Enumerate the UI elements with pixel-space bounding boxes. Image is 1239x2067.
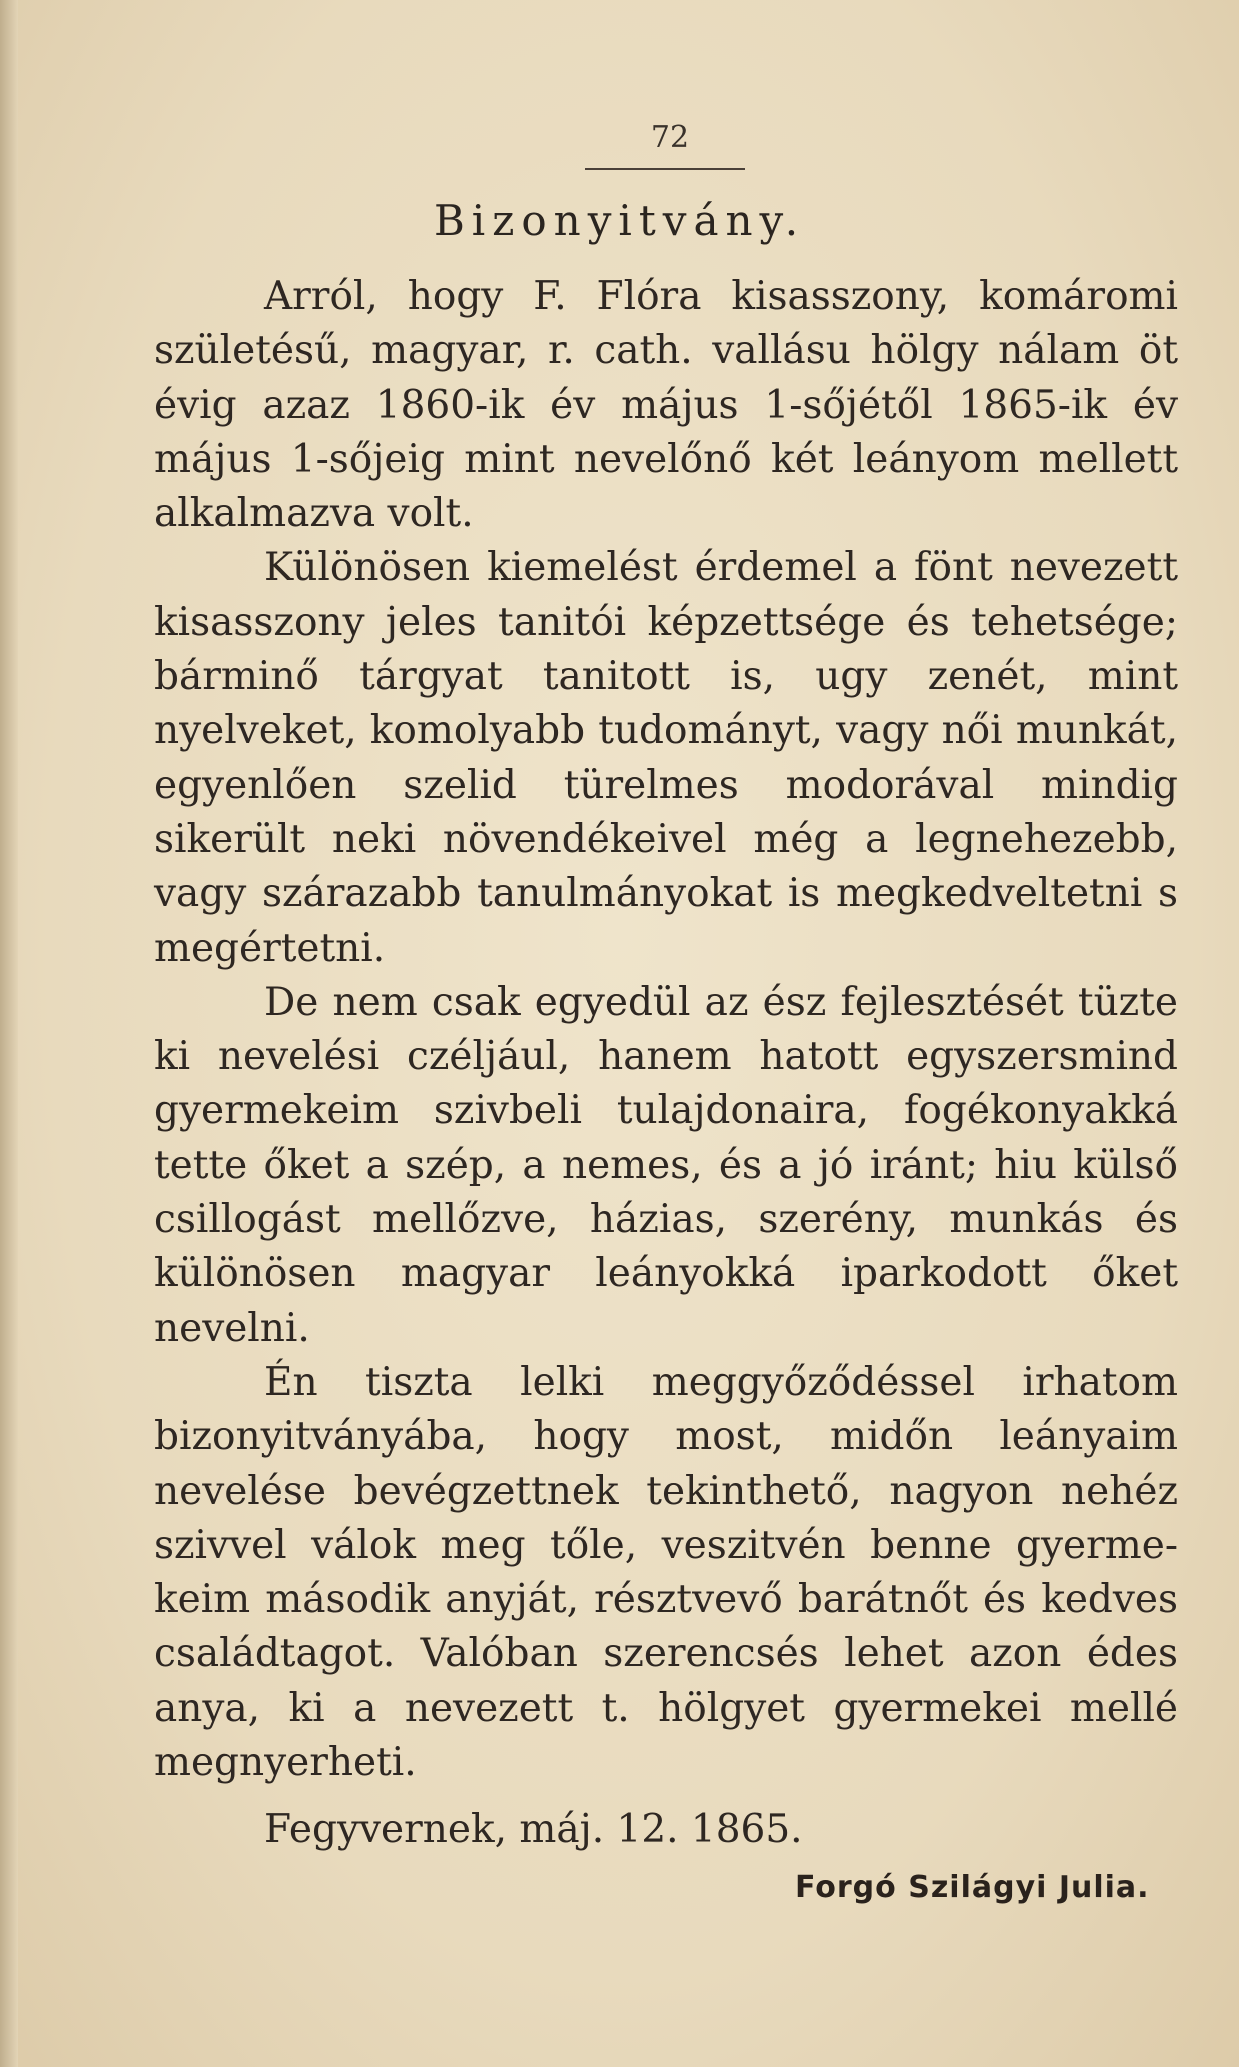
paragraph-2: Különösen kiemelést érdemel a fönt nevezett kisasszony jeles tanitói képzettsége és tehetsége; bárminő tárgyat tanitott is, ugy zenét, mint nyelveket, komolyabb tudományt, vagy női munkát, egyenlően szelid türelmes modorával mindig sikerült neki növendékeivel még a legnehezebb, vagy szárazabb tanulmányokat is megkedveltetni s megértetni. (154, 545, 1178, 971)
paragraph-3: De nem csak egyedül az ész fejlesztését tüzte ki nevelési czéljául, hanem hatott egyszersmind gyermekeim szivbeli tulajdonaira, fogékonyakká tette őket a szép, a nemes, és a jó iránt; hiu külső csillogást mellőzve, házias, szerény, munkás és különösen magyar leányokká iparkodott őket nevelni. (154, 979, 1178, 1351)
document-title: Bizonyitvány. (433, 196, 806, 245)
place-and-date: Fegyvernek, máj. 12. 1865. (264, 1807, 803, 1852)
signature: Forgó Szilágyi Julia. (795, 1870, 1150, 1905)
page-number-rule (585, 168, 745, 170)
paragraph-4: Én tiszta lelki meggyőződéssel irhatom bizonyitványába, hogy most, midőn leányaim nevelése bevégzettnek tekinthető, nagyon nehéz szivvel válok meg tőle, veszitvén benne gyermekeim második anyját, résztvevő barátnőt és kedves családtagot. Valóban szerencsés lehet azon édes anya, ki a nevezett t. hölgyet gyermekei mellé megnyerheti. (154, 1359, 1178, 1786)
certificate-body (154, 270, 1178, 1790)
page-number: 72 (650, 120, 690, 155)
paragraph-1: Arról, hogy F. Flóra kisasszony, komáromi születésű, magyar, r. cath. vallásu hölgy nálam öt évig azaz 1860-ik év május 1-sőjétől 1865-ik év május 1-sőjeig mint nevelőnő két leányom mellett alkalmazva volt. (154, 274, 1178, 537)
page-binding-edge (0, 0, 18, 2067)
